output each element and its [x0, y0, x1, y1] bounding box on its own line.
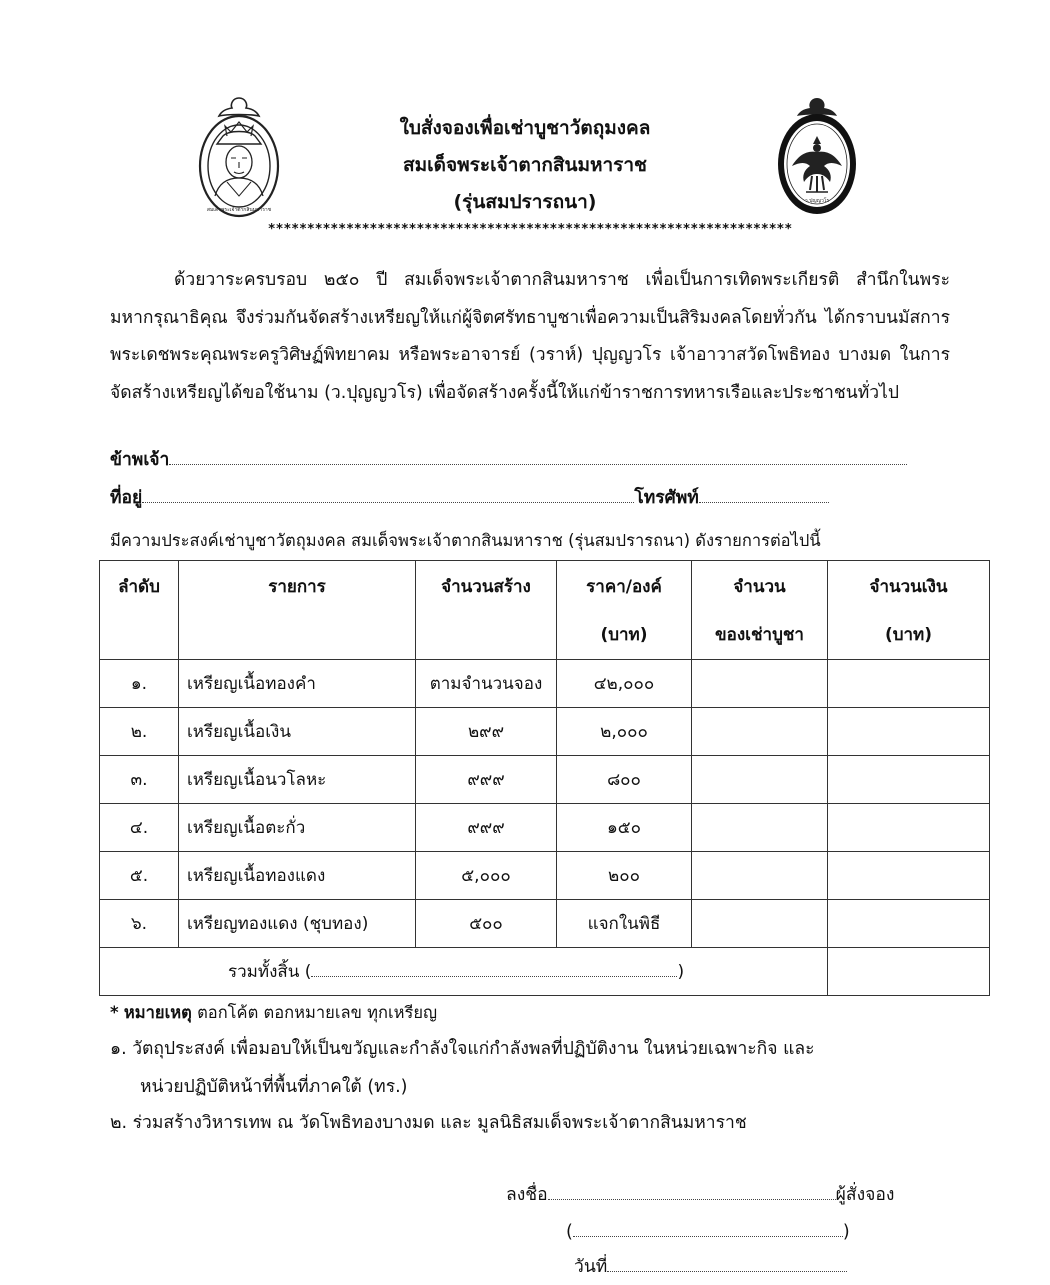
row-price: ๒,๐๐๐: [557, 708, 692, 756]
row-amount-cell[interactable]: [828, 708, 990, 756]
signature-line[interactable]: [548, 1181, 836, 1200]
header-item: รายการ: [179, 561, 416, 660]
objective-1: [110, 1030, 950, 1106]
total-words-line[interactable]: [311, 958, 677, 977]
row-price: ๑๕๐: [557, 804, 692, 852]
table-header-row: [100, 561, 990, 660]
header-amount: จำนวนเงิน (บาท): [828, 561, 990, 660]
table-row: [100, 852, 990, 900]
intro-text: ด้วยวาระครบรอบ ๒๕๐ ปี สมเด็จพระเจ้าตากสินมหาราช เพื่อเป็นการเทิดพระเกียรติ สำนึกในพระมหากรุณาธิคุณ จึงร่วมกันจัดสร้างเหรียญให้แก่ผู้จิตศรัทธาบูชาเพื่อความเป็นสิริมงคลโดยทั่วกัน ได้กราบนมัสการพระเดชพระคุณพระครูวิศิษฏ์พิทยาคม หรือพระอาจารย์ (วราห์) ปุญญวโร เจ้าอาวาสวัดโพธิทอง บางมด ในการจัดสร้างเหรียญได้ขอใช้นาม (ว.ปุญญวโร) เพื่อจัดสร้างครั้งนี้ให้แก่ข้าราชการทหารเรือและประชาชนทั่วไป: [110, 270, 950, 403]
row-made: ๕,๐๐๐: [416, 852, 557, 900]
row-made: ๒๙๙: [416, 708, 557, 756]
remark-text: ตอกโค้ต ตอกหมายเลข ทุกเหรียญ: [197, 1003, 438, 1022]
title-line-3: (รุ่นสมปรารถนา): [453, 191, 597, 213]
row-no: ๔.: [100, 804, 179, 852]
row-qty-cell[interactable]: [692, 900, 828, 948]
sign-label: ลงชื่อ: [506, 1185, 548, 1205]
total-amount-cell[interactable]: [828, 948, 990, 996]
right-seal-emblem: [776, 96, 858, 216]
row-no: ๑.: [100, 660, 179, 708]
row-amount-cell[interactable]: [828, 660, 990, 708]
objective-2: ๒. ร่วมสร้างวิหารเทพ ณ วัดโพธิทองบางมด และ มูลนิธิสมเด็จพระเจ้าตากสินมหาราช: [110, 1113, 747, 1133]
address-label: ที่อยู่: [110, 488, 143, 508]
row-price: แจกในพิธี: [557, 900, 692, 948]
order-table: [99, 560, 990, 996]
remark-line: [110, 1000, 437, 1026]
row-item: เหรียญเนื้อทองแดง: [179, 852, 416, 900]
row-item: เหรียญเนื้อเงิน: [179, 708, 416, 756]
printed-name-row: [566, 1218, 850, 1242]
left-seal-emblem: [197, 96, 281, 220]
signer-role: ผู้สั่งจอง: [835, 1185, 895, 1205]
row-made: ๕๐๐: [416, 900, 557, 948]
header-no: ลำดับ: [100, 561, 179, 660]
row-no: ๓.: [100, 756, 179, 804]
row-no: ๖.: [100, 900, 179, 948]
row-price: ๔๒,๐๐๐: [557, 660, 692, 708]
phone-label: โทรศัพท์: [634, 488, 699, 508]
date-label: วันที่: [574, 1257, 608, 1277]
row-qty-cell[interactable]: [692, 852, 828, 900]
row-item: เหรียญทองแดง (ชุบทอง): [179, 900, 416, 948]
row-made: ๙๙๙: [416, 804, 557, 852]
remark-star: *: [110, 1003, 119, 1022]
row-qty-cell[interactable]: [692, 804, 828, 852]
total-label-cell: [100, 948, 828, 996]
intent-text: มีความประสงค์เช่าบูชาวัตถุมงคล สมเด็จพระเจ้าตากสินมหาราช (รุ่นสมปรารถนา) ดังรายการต่อไปนี้: [110, 531, 821, 550]
row-made: ตามจำนวนจอง: [416, 660, 557, 708]
table-row: [100, 804, 990, 852]
header-made: จำนวนสร้าง: [416, 561, 557, 660]
name-field-row: [110, 446, 907, 474]
name-input-line[interactable]: [169, 446, 907, 465]
header-qty: จำนวน ของเช่าบูชา: [692, 561, 828, 660]
date-row: [574, 1252, 847, 1280]
name-label: ข้าพเจ้า: [110, 450, 170, 470]
left-seal-text: สมเด็จพระเจ้าตากสินมหาราช: [206, 207, 272, 213]
address-field-row: [110, 484, 829, 512]
paren-close: ): [842, 1222, 850, 1242]
intro-paragraph: [110, 262, 950, 412]
table-row: [100, 660, 990, 708]
row-item: เหรียญเนื้อตะกั่ว: [179, 804, 416, 852]
title-line-2: สมเด็จพระเจ้าตากสินมหาราช: [403, 154, 647, 176]
table-row: [100, 900, 990, 948]
objective-1-line-1: ๑. วัตถุประสงค์ เพื่อมอบให้เป็นขวัญและกำลังใจแก่กำลังพลที่ปฏิบัติงาน ในหน่วยเฉพาะกิจ และ: [110, 1039, 815, 1059]
objective-1-line-2: หน่วยปฏิบัติหน้าที่พื้นที่ภาคใต้ (ทร.): [140, 1077, 408, 1097]
paren-open: (: [566, 1222, 573, 1242]
address-input-line[interactable]: [142, 484, 634, 503]
row-amount-cell[interactable]: [828, 900, 990, 948]
table-row: [100, 708, 990, 756]
row-amount-cell[interactable]: [828, 756, 990, 804]
phone-input-line[interactable]: [699, 484, 829, 503]
printed-name-line[interactable]: [573, 1218, 843, 1237]
row-made: ๙๙๙: [416, 756, 557, 804]
row-price: ๘๐๐: [557, 756, 692, 804]
signature-row: [506, 1180, 894, 1208]
row-qty-cell[interactable]: [692, 660, 828, 708]
row-no: ๒.: [100, 708, 179, 756]
star-divider: *******************************************************************: [267, 222, 793, 237]
row-qty-cell[interactable]: [692, 708, 828, 756]
header-price: ราคา/องค์ (บาท): [557, 561, 692, 660]
title-line-1: ใบสั่งจองเพื่อเช่าบูชาวัตถุมงคล: [399, 117, 651, 139]
row-item: เหรียญเนื้อทองคำ: [179, 660, 416, 708]
total-row: [100, 948, 990, 996]
row-no: ๕.: [100, 852, 179, 900]
remark-label: หมายเหตุ: [123, 1003, 192, 1022]
row-amount-cell[interactable]: [828, 852, 990, 900]
table-row: [100, 756, 990, 804]
row-item: เหรียญเนื้อนวโลหะ: [179, 756, 416, 804]
title-block: [300, 110, 750, 221]
row-qty-cell[interactable]: [692, 756, 828, 804]
total-close: ): [677, 962, 685, 982]
date-line[interactable]: [607, 1253, 847, 1272]
row-price: ๒๐๐: [557, 852, 692, 900]
total-label: รวมทั้งสิ้น (: [228, 962, 312, 982]
row-amount-cell[interactable]: [828, 804, 990, 852]
right-seal-text: ว.ปุญญวโร: [804, 198, 830, 204]
